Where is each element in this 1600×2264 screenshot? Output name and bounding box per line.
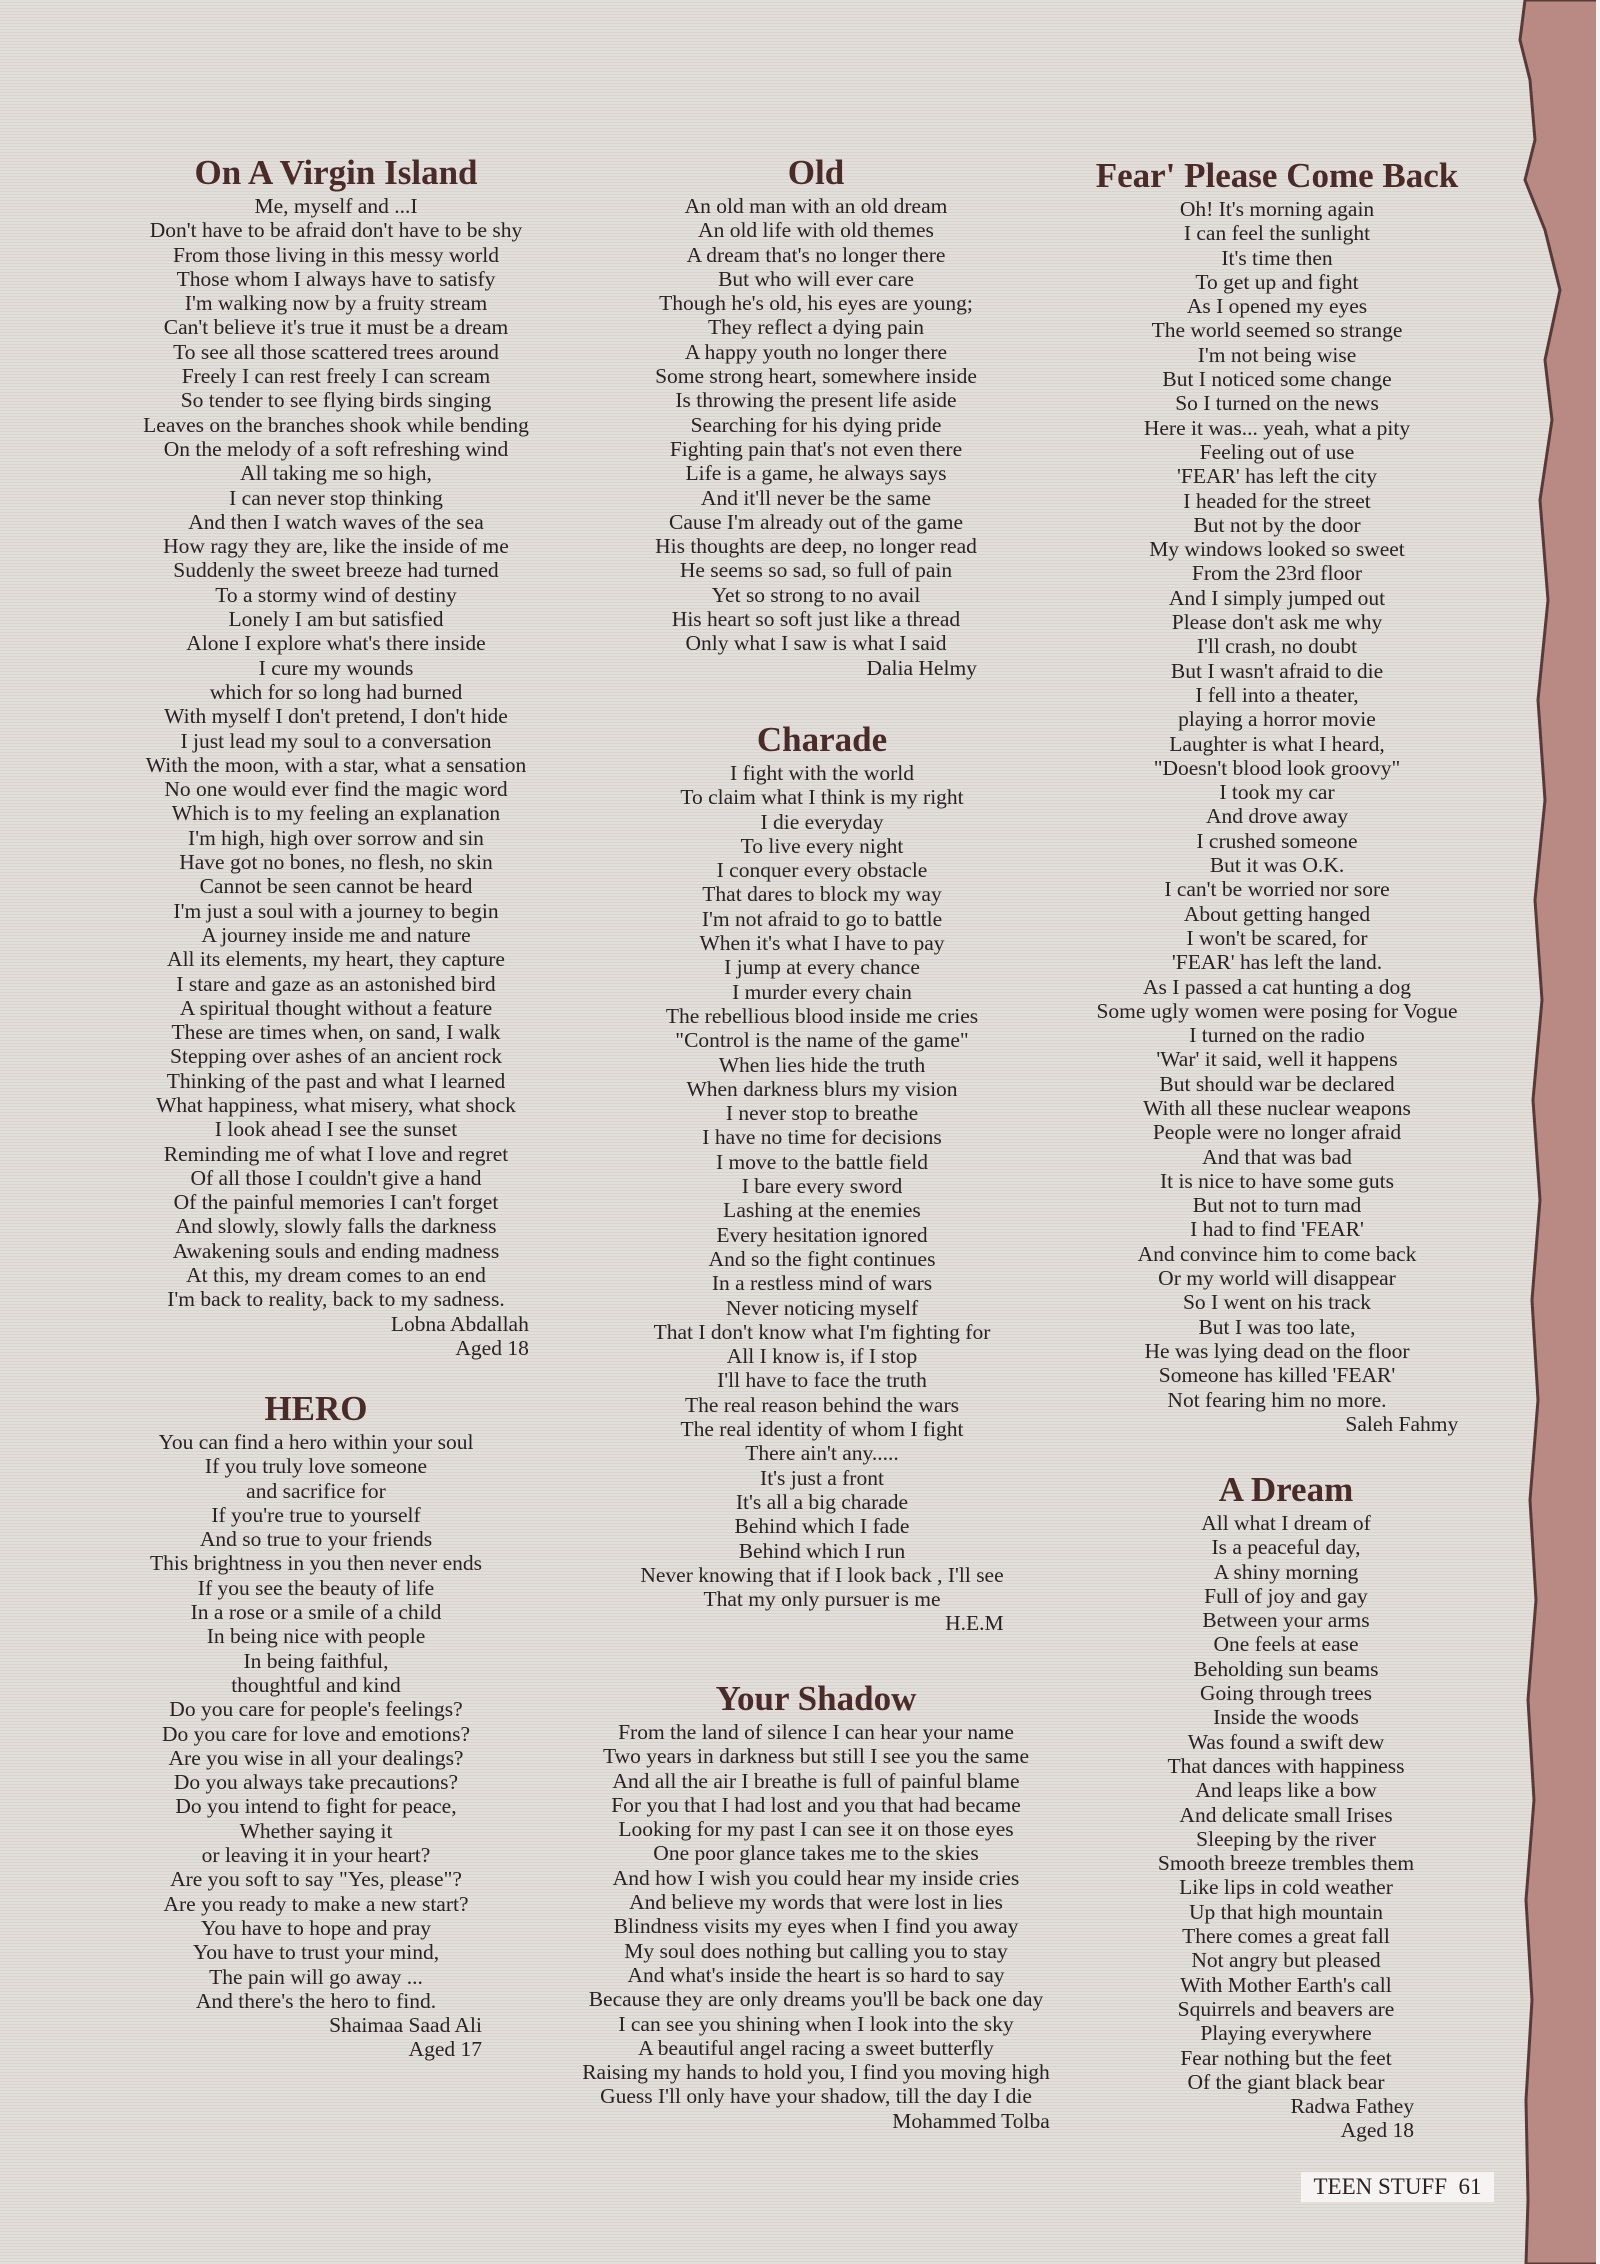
poem-line: And slowly, slowly falls the darkness [175, 1214, 497, 1239]
poem-line: If you're true to yourself [211, 1502, 421, 1527]
poem-line: I'm back to reality, back to my sadness. [167, 1287, 505, 1312]
poem-line: I won't be scared, for [1186, 925, 1368, 950]
poem-line: Two years in darkness but still I see you the same [602, 1744, 1029, 1769]
poem-line: Raising my hands to hold you, I find you moving high [582, 2060, 1050, 2085]
poem-line: Though he's old, his eyes are young; [659, 291, 973, 316]
poem-line: I fell into a theater, [1195, 682, 1359, 707]
poem-line: Laughter is what I heard, [1169, 731, 1385, 756]
poem-line: I'll have to face the truth [717, 1368, 927, 1393]
poem-title: Your Shadow [715, 1679, 917, 1718]
poem-line: 'War' it said, well it happens [1156, 1047, 1398, 1072]
poem-line: How ragy they are, like the inside of me [163, 534, 509, 559]
poem-line: In being faithful, [243, 1648, 389, 1673]
poem-line: Or my world will disappear [1158, 1266, 1396, 1291]
poem-line: There comes a great fall [1182, 1924, 1390, 1949]
poem-line: Is throwing the present life aside [675, 388, 957, 413]
poem-line: Do you care for people's feelings? [169, 1697, 463, 1722]
poem-line: And I simply jumped out [1168, 585, 1386, 610]
poem-line: Are you soft to say "Yes, please"? [170, 1867, 462, 1892]
poem-line: And so true to your friends [199, 1527, 433, 1552]
poem-line: "Control is the name of the game" [675, 1028, 969, 1053]
poem-line: I crushed someone [1196, 828, 1358, 853]
poem-line: I'm high, high over sorrow and sin [188, 825, 484, 850]
poem-line: When it's what I have to pay [699, 931, 945, 956]
poem-line: And so the fight continues [708, 1246, 936, 1271]
author-age: Aged 18 [455, 1335, 529, 1360]
poem-line: Like lips in cold weather [1179, 1875, 1393, 1900]
poem-line: Which is to my feeling an explanation [171, 801, 501, 826]
poem-line: Those whom I always have to satisfy [176, 266, 496, 291]
poem-line: And believe my words that were lost in lies [629, 1890, 1003, 1915]
poem-line: Not angry but pleased [1191, 1948, 1381, 1973]
poem-line: Blindness visits my eyes when I find you away [613, 1914, 1019, 1939]
poem-line: A dream that's no longer there [686, 242, 946, 267]
poem-line: And convince him to come back [1137, 1241, 1417, 1266]
poem-line: I stare and gaze as an astonished bird [176, 971, 496, 996]
poem-line: Cause I'm already out of the game [668, 509, 964, 534]
poem-line: But not to turn mad [1192, 1193, 1362, 1218]
poem-charade [640, 721, 1003, 1636]
poem-line: All its elements, my heart, they capture [167, 947, 505, 972]
poem-title: Charade [756, 720, 888, 759]
poem-your-shadow [582, 1680, 1050, 2133]
poem-line: I cure my wounds [258, 655, 414, 680]
poem-line: An old man with an old dream [684, 194, 948, 218]
poem-line: I jump at every chance [724, 955, 920, 980]
poem-line: With all these nuclear weapons [1143, 1095, 1411, 1120]
poem-line: One feels at ease [1213, 1632, 1359, 1657]
poem-line: Some strong heart, somewhere inside [655, 364, 977, 389]
poem-line: Can't believe it's true it must be a dream [163, 315, 509, 340]
poem-line: Of the painful memories I can't forget [173, 1190, 499, 1215]
poem-line: A shiny morning [1213, 1559, 1359, 1584]
poem-line: I can never stop thinking [229, 485, 443, 510]
poem-a-dream [1158, 1471, 1414, 2143]
poem-line: And all the air I breathe is full of painful blame [612, 1768, 1020, 1793]
poem-line: Leaves on the branches shook while bending [143, 412, 529, 437]
poem-line: I have no time for decisions [702, 1125, 942, 1150]
poem-line: Looking for my past I can see it on those eyes [618, 1817, 1014, 1842]
poem-line: Do you always take precautions? [173, 1770, 459, 1795]
poem-line: Cannot be seen cannot be heard [199, 874, 473, 899]
poem-line: When darkness blurs my vision [686, 1076, 958, 1101]
poem-line: Stepping over ashes of an ancient rock [170, 1044, 502, 1069]
poem-line: The real reason behind the wars [684, 1392, 960, 1417]
poem-line: To claim what I think is my right [680, 785, 964, 810]
poem-line: Lonely I am but satisfied [228, 607, 444, 632]
poem-line: My windows looked so sweet [1149, 537, 1405, 562]
poem-author: Dalia Helmy [866, 655, 977, 680]
poem-line: Reminding me of what I love and regret [163, 1141, 509, 1166]
poem-on-a-virgin-island [143, 154, 529, 1360]
poem-line: And what's inside the heart is so hard to say [627, 1962, 1005, 1987]
poem-line: But not by the door [1193, 512, 1361, 537]
poem-line: I'll crash, no doubt [1196, 634, 1358, 659]
poem-line: The world seemed so strange [1151, 318, 1403, 343]
poem-line: I move to the battle field [716, 1149, 928, 1174]
poem-line: All what I dream of [1201, 1511, 1371, 1535]
poem-line: When lies hide the truth [718, 1052, 926, 1077]
poem-line: This brightness in you then never ends [149, 1551, 483, 1576]
poem-line: Someone has killed 'FEAR' [1158, 1363, 1396, 1388]
poem-line: Never knowing that if I look back , I'll see [640, 1562, 1004, 1587]
poem-line: Not fearing him no more. [1167, 1387, 1387, 1412]
poem-line: thoughtful and kind [231, 1672, 401, 1697]
poem-line: playing a horror movie [1178, 707, 1376, 732]
poem-line: and sacrifice for [246, 1478, 386, 1503]
poem-line: To see all those scattered trees around [173, 339, 499, 364]
poem-line: Smooth breeze trembles them [1157, 1851, 1415, 1876]
poem-author: Radwa Fathey [1290, 2094, 1415, 2119]
poem-line: Behind which I fade [734, 1514, 910, 1539]
poem-line: On the melody of a soft refreshing wind [163, 436, 509, 461]
poem-line: Have got no bones, no flesh, no skin [179, 850, 493, 875]
poem-line: About getting hanged [1183, 901, 1371, 926]
poem-line: Please don't ask me why [1171, 610, 1383, 635]
poem-line: I conquer every obstacle [716, 858, 928, 883]
poem-line: Playing everywhere [1200, 2021, 1372, 2046]
poem-fear-please-come-back [1096, 157, 1459, 1436]
poem-title: On A Virgin Island [194, 153, 478, 192]
poem-line: The real identity of whom I fight [680, 1417, 964, 1442]
poem-line: Some ugly women were posing for Vogue [1096, 998, 1458, 1023]
page-number: 61 [1458, 2174, 1482, 2199]
poem-line: People were no longer afraid [1152, 1120, 1402, 1145]
poem-line: To get up and fight [1195, 269, 1359, 294]
poem-line: Full of joy and gay [1204, 1583, 1368, 1608]
poem-line: One poor glance takes me to the skies [653, 1841, 979, 1866]
poem-line: Thinking of the past and what I learned [166, 1068, 506, 1093]
poem-line: As I passed a cat hunting a dog [1142, 974, 1412, 999]
poem-line: I murder every chain [732, 979, 912, 1004]
poem-line: And then I watch waves of the sea [188, 509, 484, 534]
poem-line: Here it was... yeah, what a pity [1143, 415, 1411, 440]
poem-line: It's just a front [760, 1465, 884, 1490]
poem-title: A Dream [1218, 1470, 1354, 1509]
poem-line: But who will ever care [718, 266, 914, 291]
poem-author: Shaimaa Saad Ali [329, 2013, 483, 2038]
poem-line: Up that high mountain [1188, 1899, 1384, 1924]
poem-line: Fear nothing but the feet [1180, 2045, 1392, 2070]
poem-line: And how I wish you could hear my inside cries [612, 1865, 1020, 1890]
poem-line: That dances with happiness [1167, 1753, 1405, 1778]
poem-line: which for so long had burned [209, 679, 463, 704]
poem-line: But I was too late, [1198, 1314, 1356, 1339]
poem-line: Inside the woods [1213, 1705, 1359, 1730]
poem-line: I bare every sword [741, 1174, 903, 1199]
poem-line: Searching for his dying pride [690, 412, 942, 437]
poem-line: From the 23rd floor [1191, 561, 1363, 586]
poem-line: The pain will go away ... [209, 1964, 423, 1989]
poem-line: Guess I'll only have your shadow, till the day I die [600, 2084, 1032, 2109]
poem-line: Don't have to be afraid don't have to be shy [149, 218, 523, 243]
poem-line: I turned on the radio [1189, 1023, 1365, 1048]
poem-line: But I noticed some change [1162, 367, 1392, 392]
poem-line: To a stormy wind of destiny [215, 582, 457, 607]
poem-line: A happy youth no longer there [684, 339, 948, 364]
poem-line: If you truly love someone [204, 1454, 428, 1479]
poem-line: Fighting pain that's not even there [669, 436, 963, 461]
poem-hero [150, 1390, 482, 2062]
poem-line: It's all a big charade [735, 1489, 909, 1514]
poem-line: And there's the hero to find. [195, 1988, 437, 2013]
poem-line: He seems so sad, so full of pain [679, 558, 953, 583]
poem-line: Suddenly the sweet breeze had turned [173, 558, 499, 583]
poem-line: Whether saying it [239, 1818, 393, 1843]
page-footer [1301, 2172, 1494, 2202]
poem-line: That my only pursuer is me [703, 1587, 941, 1612]
poem-line: I'm just a soul with a journey to begin [173, 898, 499, 923]
poem-line: I can see you shining when I look into the sky [618, 2011, 1014, 2036]
poem-line: Never noticing myself [725, 1295, 919, 1320]
poem-line: An old life with old themes [698, 218, 934, 243]
poem-line: I look ahead I see the sunset [214, 1117, 458, 1142]
poem-author: Saleh Fahmy [1345, 1411, 1459, 1436]
poem-line: Life is a game, he always says [685, 461, 947, 486]
poem-line: Are you wise in all your dealings? [168, 1745, 464, 1770]
poem-title: Old [787, 153, 845, 192]
poem-line: You can find a hero within your soul [158, 1430, 474, 1454]
poem-line: But should war be declared [1159, 1071, 1395, 1096]
poem-line: 'FEAR' has left the city [1176, 464, 1378, 489]
poem-line: I'm walking now by a fruity stream [184, 291, 488, 316]
poem-line: All I know is, if I stop [726, 1344, 918, 1369]
poem-author: H.E.M [945, 1611, 1004, 1636]
poem-line: So I went on his track [1182, 1290, 1372, 1315]
poem-line: Squirrels and beavers are [1177, 1996, 1395, 2021]
poem-author: Lobna Abdallah [390, 1311, 529, 1336]
poem-title: Fear' Please Come Back [1095, 156, 1459, 195]
poem-line: All taking me so high, [240, 461, 432, 486]
poem-line: I die everyday [760, 809, 884, 834]
poem-author: Mohammed Tolba [892, 2108, 1050, 2133]
poem-line: But I wasn't afraid to die [1170, 658, 1384, 683]
poem-line: Every hesitation ignored [716, 1222, 928, 1247]
poem-line: As I opened my eyes [1186, 294, 1368, 319]
poem-line: "Doesn't blood look groovy" [1153, 755, 1401, 780]
poem-line: And that was bad [1202, 1144, 1352, 1169]
poem-line: To live every night [740, 833, 904, 858]
poem-line: These are times when, on sand, I walk [171, 1020, 501, 1045]
poem-line: Me, myself and ...I [254, 194, 418, 218]
poem-line: Lashing at the enemies [723, 1198, 921, 1223]
poem-line: Of all those I couldn't give a hand [190, 1165, 482, 1190]
poem-line: The rebellious blood inside me cries [665, 1003, 979, 1028]
poem-line: Do you care for love and emotions? [161, 1721, 471, 1746]
poem-line: It's time then [1221, 245, 1333, 270]
poem-line: I'm not afraid to go to battle [701, 906, 943, 931]
poem-line: That dares to block my way [702, 882, 942, 907]
poem-line: In being nice with people [206, 1624, 426, 1649]
poem-line: You have to hope and pray [200, 1915, 432, 1940]
poem-line: And drove away [1205, 804, 1349, 829]
poem-line: A beautiful angel racing a sweet butterfly [638, 2035, 994, 2060]
author-age: Aged 17 [408, 2037, 483, 2062]
poem-line: Are you ready to make a new start? [163, 1891, 469, 1916]
magazine-name: TEEN STUFF [1313, 2174, 1448, 2199]
poem-line: Alone I explore what's there inside [186, 631, 486, 656]
poem-line: So tender to see flying birds singing [180, 388, 492, 413]
poem-line: I had to find 'FEAR' [1190, 1217, 1364, 1242]
poem-old [655, 154, 977, 680]
poem-line: 'FEAR' has left the land. [1171, 950, 1383, 975]
poem-line: Of the giant black bear [1187, 2069, 1385, 2094]
author-age: Aged 18 [1340, 2118, 1415, 2143]
poem-line: What happiness, what misery, what shock [156, 1092, 516, 1117]
poem-line: With Mother Earth's call [1180, 1972, 1392, 1997]
poem-line: They reflect a dying pain [707, 315, 925, 340]
poem-line: Because they are only dreams you'll be back one day [588, 1987, 1044, 2012]
poem-line: He was lying dead on the floor [1144, 1338, 1410, 1363]
poem-line: Only what I saw is what I said [685, 631, 947, 656]
poem-line: A spiritual thought without a feature [179, 995, 493, 1020]
poem-title: HERO [264, 1389, 368, 1428]
poem-line: Do you intend to fight for peace, [175, 1794, 457, 1819]
poem-line: or leaving it in your heart? [201, 1843, 431, 1868]
poem-line: And leaps like a bow [1195, 1778, 1377, 1803]
poem-line: At this, my dream comes to an end [186, 1263, 486, 1288]
poem-line: From those living in this messy world [172, 242, 500, 267]
poem-line: That I don't know what I'm fighting for [653, 1319, 991, 1344]
poem-line: A journey inside me and nature [201, 922, 471, 947]
poem-line: Awakening souls and ending madness [172, 1238, 500, 1263]
poem-line: Going through trees [1200, 1681, 1372, 1706]
poem-line: Freely I can rest freely I can scream [181, 364, 491, 389]
poem-line: There ain't any..... [745, 1441, 899, 1466]
poem-line: His heart so soft just like a thread [671, 607, 961, 632]
poem-line: And delicate small Irises [1179, 1802, 1393, 1827]
poem-line: For you that I had lost and you that had became [611, 1792, 1021, 1817]
poem-line: Yet so strong to no avail [711, 582, 921, 607]
poem-line: From the land of silence I can hear your name [618, 1720, 1014, 1744]
poem-line: Oh! It's morning again [1179, 197, 1375, 221]
poem-line: I can feel the sunlight [1183, 221, 1371, 246]
poem-line: No one would ever find the magic word [164, 777, 508, 802]
poem-line: And it'll never be the same [700, 485, 932, 510]
poem-line: With myself I don't pretend, I don't hide [164, 704, 508, 729]
poem-line: I can't be worried nor sore [1164, 877, 1390, 902]
poem-line: So I turned on the news [1175, 391, 1379, 416]
poem-line: Behind which I run [738, 1538, 906, 1563]
poem-line: I'm not being wise [1197, 342, 1357, 367]
poem-line: In a restless mind of wars [711, 1271, 933, 1296]
poem-line: Was found a swift dew [1187, 1729, 1385, 1754]
poem-line: I headed for the street [1183, 488, 1371, 513]
poem-line: Feeling out of use [1199, 439, 1355, 464]
poem-line: Is a peaceful day, [1211, 1535, 1361, 1560]
poem-line: It is nice to have some guts [1159, 1168, 1395, 1193]
poem-line: If you see the beauty of life [197, 1575, 435, 1600]
poem-line: I just lead my soul to a conversation [180, 728, 492, 753]
poem-line: In a rose or a smile of a child [190, 1600, 442, 1625]
poem-line: I fight with the world [730, 761, 914, 785]
poem-line: With the moon, with a star, what a sensation [145, 752, 527, 777]
poem-line: I took my car [1219, 780, 1335, 805]
poem-line: But it was O.K. [1209, 853, 1345, 878]
poem-line: You have to trust your mind, [192, 1940, 440, 1965]
poem-line: My soul does nothing but calling you to stay [624, 1938, 1008, 1963]
poem-line: Sleeping by the river [1196, 1826, 1376, 1851]
poem-line: His thoughts are deep, no longer read [655, 534, 977, 559]
poem-line: Beholding sun beams [1193, 1656, 1379, 1681]
poem-line: Between your arms [1202, 1608, 1370, 1633]
poem-line: I never stop to breathe [725, 1101, 919, 1126]
